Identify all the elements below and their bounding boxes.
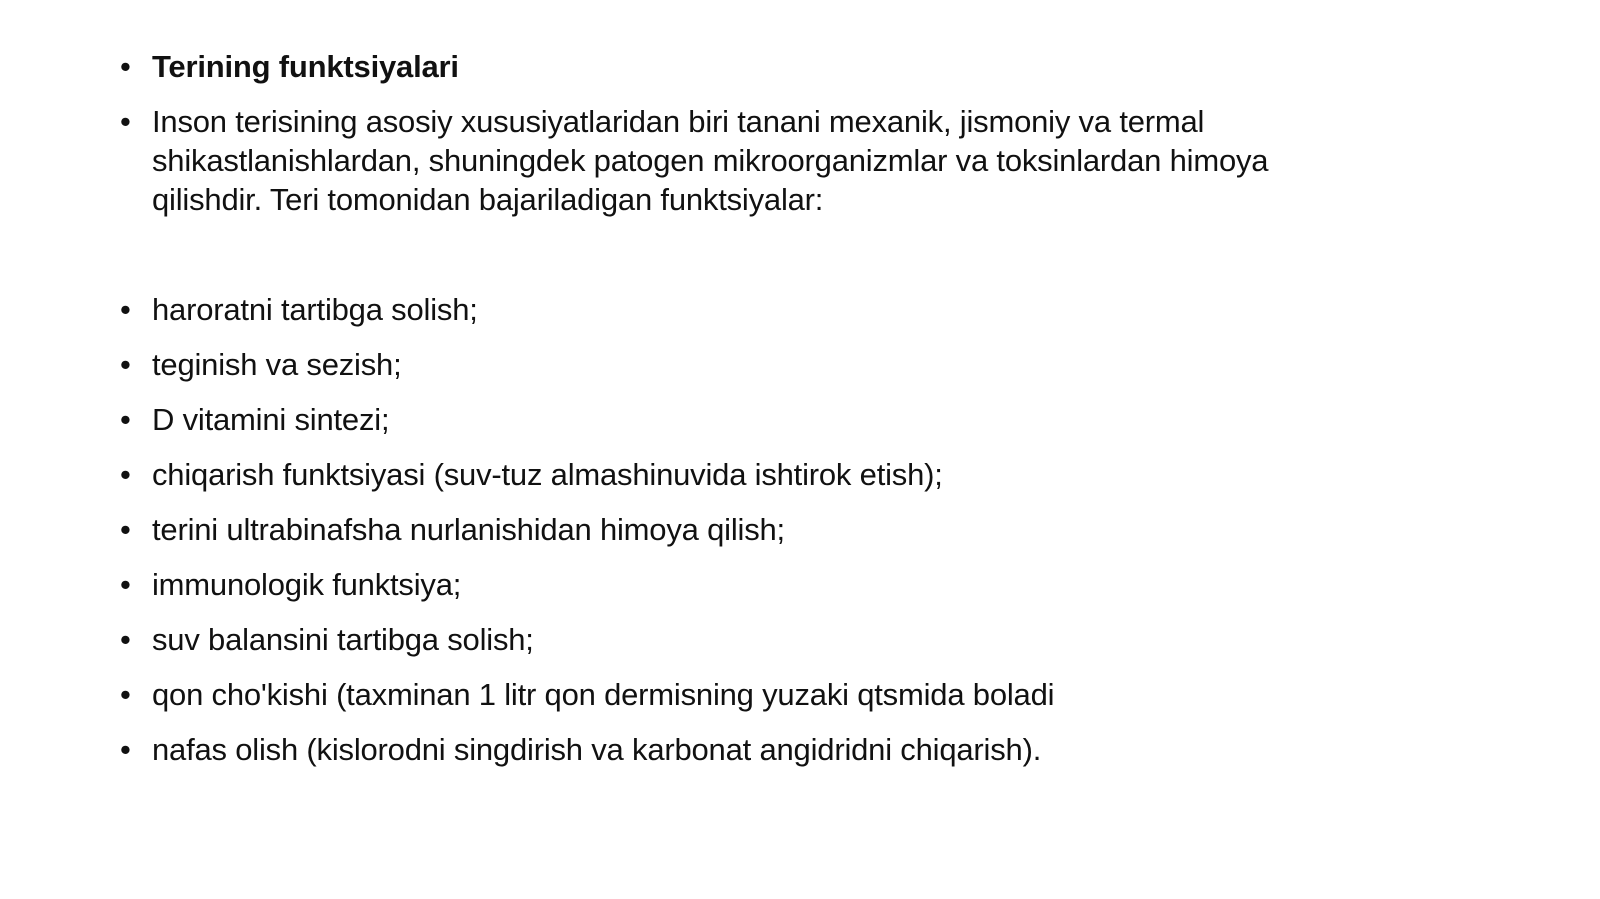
list-item <box>120 345 1420 384</box>
list-item <box>120 730 1420 769</box>
list-item <box>120 455 1420 494</box>
bullet-marker: • <box>120 457 131 492</box>
list-item <box>120 290 1420 329</box>
bullet-marker: • <box>120 512 131 547</box>
bullet-marker: • <box>120 677 131 712</box>
list-item <box>120 510 1420 549</box>
bullet-intro <box>120 102 1380 219</box>
function-text: nafas olish (kislorodni singdirish va karbonat angidridni chiqarish). <box>152 732 1042 767</box>
function-text: teginish va sezish; <box>152 347 402 382</box>
list-item <box>120 565 1420 604</box>
slide-heading: Terining funktsiyalari <box>152 49 459 84</box>
function-text: immunologik funktsiya; <box>152 567 462 602</box>
list-item <box>120 675 1420 714</box>
bullet-marker: • <box>120 49 131 84</box>
list-item <box>120 400 1420 439</box>
bullet-marker: • <box>120 402 131 437</box>
function-text: suv balansini tartibga solish; <box>152 622 534 657</box>
bullet-marker: • <box>120 347 131 382</box>
bullet-heading <box>120 47 1420 86</box>
function-text: D vitamini sintezi; <box>152 402 390 437</box>
function-text: chiqarish funktsiyasi (suv-tuz almashinuvida ishtirok etish); <box>152 457 943 492</box>
function-text: haroratni tartibga solish; <box>152 292 478 327</box>
bullet-marker: • <box>120 732 131 767</box>
function-text: qon cho'kishi (taxminan 1 litr qon dermisning yuzaki qtsmida boladi <box>152 677 1055 712</box>
function-text: terini ultrabinafsha nurlanishidan himoya qilish; <box>152 512 785 547</box>
bullet-marker: • <box>120 292 131 327</box>
intro-paragraph: Inson terisining asosiy xususiyatlaridan biri tanani mexanik, jismoniy va termal shikastlanishlardan, shuningdek patogen mikroorganizmlar va toksinlardan himoya qilishdir. Teri tomonidan bajariladigan funktsiyalar: <box>152 104 1269 217</box>
bullet-marker: • <box>120 104 131 139</box>
bullet-marker: • <box>120 567 131 602</box>
bullet-marker: • <box>120 622 131 657</box>
list-item <box>120 620 1420 659</box>
